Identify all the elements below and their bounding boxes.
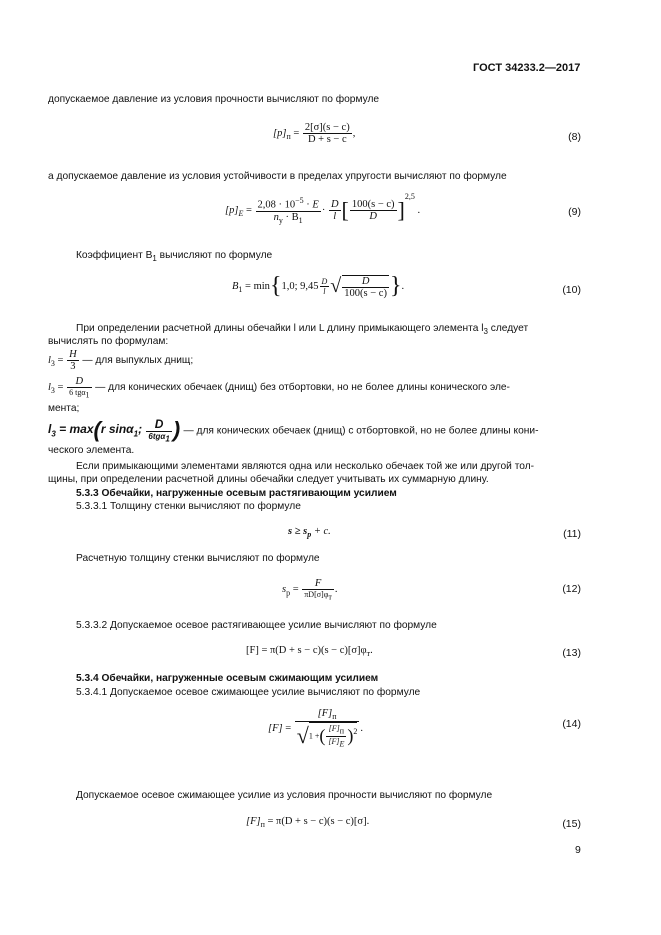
formula-fraction	[67, 376, 91, 400]
radicand-term: 1 +	[308, 731, 320, 741]
formula-eq: =	[245, 205, 252, 216]
formula-fraction	[302, 578, 334, 602]
paragraph-text: Допускаемое осевое сжимающее усилие из условия прочности вычисляют по формуле	[76, 790, 493, 801]
text-sub: 1	[152, 254, 157, 264]
paragraph-text: щины, при определении расчетной длины обечайки следует учитывать их суммарную длину.	[48, 474, 489, 485]
paragraph-text: а допускаемое давление из условия устойчивости в пределах упругости вычисляют по формуле	[48, 171, 507, 182]
formula-lhs: l	[48, 422, 52, 437]
formula-11	[288, 526, 331, 539]
paragraph-text: 5.3.3.1 Толщину стенки вычисляют по формуле	[76, 501, 301, 512]
formula-lhs: B	[232, 280, 239, 292]
formula-number: (12)	[562, 583, 581, 595]
paragraph-text: Расчетную толщину стенки вычисляют по формуле	[76, 553, 320, 564]
formula-9: $[p]_E$ = $\frac{2,08 \cdot 10^{-5} \cdot E}{n_y \cdot B_1}$ · $\frac{D}{l}$ [ $\frac{100(s - c)}{D}$ ]$^{2,5}$ .	[225, 192, 421, 225]
paragraph-text	[76, 250, 272, 263]
formula-sup: −5	[295, 196, 304, 206]
text-part: — для конических обечаек (днищ) без отбортовки, но не более длины конического эле-	[95, 382, 510, 394]
formula-line	[48, 376, 510, 400]
formula-expr: [F] = π(D + s − c)(s − c)[σ]φ	[246, 645, 367, 656]
fraction-numerator: D	[146, 417, 171, 432]
text-sub: 3	[483, 327, 488, 337]
formula-term: r sinα	[100, 422, 134, 437]
fraction-denominator: l	[333, 211, 337, 223]
formula-14	[268, 708, 363, 749]
denominator-part: n	[273, 211, 279, 223]
formula-tail: .	[360, 723, 363, 734]
formula-eq: =	[57, 382, 64, 394]
fraction-denominator: D	[369, 211, 377, 223]
fraction-denominator: 100(s − c)	[344, 287, 387, 299]
formula-sub: 1	[85, 390, 90, 400]
denominator-part: πD[σ]φ	[304, 590, 329, 599]
formula-number: (14)	[562, 718, 581, 730]
section-heading: 5.3.3 Обечайки, нагруженные осевым растягивающим усилием	[76, 488, 397, 499]
formula-sub: p	[307, 530, 312, 540]
formula-fraction	[342, 275, 389, 299]
formula-lhs: l	[48, 382, 51, 394]
text-part: вычисляют по формуле	[156, 250, 273, 261]
paragraph-text: мента;	[48, 403, 80, 414]
fraction-numerator: F	[302, 578, 334, 590]
formula-tail: .	[417, 205, 421, 216]
formula-tail: + c.	[311, 526, 331, 537]
fraction-denominator: l	[323, 287, 326, 296]
formula-8	[273, 122, 355, 145]
formula-number: (13)	[562, 647, 581, 659]
formula-power: 2	[353, 727, 358, 737]
formula-tail: .	[401, 280, 405, 292]
formula-tail: .	[334, 584, 338, 596]
page-number: 9	[575, 844, 581, 856]
text-part: следует	[487, 323, 529, 334]
formula-sub: п	[339, 726, 345, 736]
formula-eq: =	[292, 584, 299, 596]
formula-sub: 1	[165, 434, 170, 444]
formula-fraction	[329, 199, 341, 222]
text-part: — для выпуклых днищ;	[82, 354, 194, 366]
text-part: При определении расчетной длины обечайки l или L длину примыкающего элемента l	[76, 323, 484, 334]
formula-eq: =	[285, 723, 292, 734]
fraction-denominator: D + s − c	[307, 134, 347, 145]
formula-tail: ,	[352, 127, 356, 139]
formula-expr: = π(D + s − c)(s − c)[σ].	[264, 816, 370, 827]
formula-expr: s ≥ s	[288, 526, 308, 537]
denominator-part: · B	[285, 211, 299, 223]
formula-10: $B_1 = \min\{1,0$; 9,45 $\frac{D}{l}$ √ $\frac{D}{100(s - c)}$ }.	[232, 273, 405, 299]
formula-sub: 1	[238, 285, 243, 294]
formula-lhs: [F]	[246, 816, 261, 827]
numerator-part: E	[312, 199, 319, 211]
formula-sub: п	[286, 132, 291, 141]
formula-number: (9)	[568, 206, 581, 218]
formula-number: (10)	[562, 284, 581, 296]
formula-eq: = max	[59, 422, 94, 437]
fraction-numerator: 2[σ](s − c)	[304, 122, 350, 133]
formula-fraction	[350, 199, 397, 222]
fraction-numerator: D	[330, 199, 339, 211]
paragraph-text: допускаемое давление из условия прочности вычисляют по формуле	[48, 94, 380, 105]
formula-lhs: [p]	[225, 205, 239, 216]
text-part: Коэффициент B	[76, 250, 153, 261]
fraction-numerator: D	[342, 276, 389, 288]
formula-separator: ;	[138, 422, 143, 437]
formula-eq: = min	[245, 280, 270, 292]
formula-number: (11)	[563, 528, 581, 540]
text-part: — для конических обечаек (днищ) с отбортовкой, но не более длины кони-	[183, 425, 539, 437]
fraction-numerator: H	[69, 349, 77, 360]
formula-eq: =	[293, 127, 300, 139]
formula-lhs: [F]	[268, 723, 283, 734]
formula-term: 1,0; 9,45	[281, 280, 319, 292]
paragraph-text: 5.3.3.2 Допускаемое осевое растягивающее усилие вычисляют по формуле	[76, 620, 437, 631]
formula-sub: п	[260, 820, 265, 830]
fraction-numerator: [F]	[317, 708, 333, 719]
formula-number: (15)	[562, 818, 581, 830]
formula-line: $l_3 = \max(r$ sinα$_1$; $\frac{D}{6tg\alpha_1}$ ) — для конических обечаек (днищ) с отбортовкой, но не более длины кони-	[48, 417, 539, 444]
formula-line	[48, 349, 193, 372]
formula-sub: 1	[298, 215, 303, 225]
paragraph-text	[76, 323, 528, 336]
fraction-numerator: D	[321, 277, 328, 286]
formula-eq: =	[57, 354, 64, 366]
formula-sub: п	[332, 712, 337, 722]
formula-tail: .	[370, 645, 373, 656]
paragraph-text: вычислять по формулам:	[48, 336, 169, 347]
fraction-numerator: [F]	[328, 724, 340, 734]
formula-sub: 3	[50, 359, 55, 368]
fraction-denominator: 3	[70, 361, 76, 372]
formula-sub: т	[328, 592, 332, 602]
formula-number: (8)	[568, 131, 581, 143]
formula-sub: E	[339, 739, 345, 749]
formula-fraction	[303, 122, 352, 145]
document-code: ГОСТ 34233.2—2017	[473, 62, 581, 74]
formula-fraction: $\frac{2,08 \cdot 10^{-5} \cdot E}{n_y \cdot B_1}$	[257, 196, 319, 225]
formula-fraction: $[F]_п$ √1 +( $\frac{[F]_п}{[F]_E}$ )$^2$	[296, 708, 358, 749]
paragraph-text: ческого элемента.	[48, 445, 135, 456]
fraction-denominator: [F]	[328, 736, 340, 746]
formula-lhs: l	[48, 354, 51, 366]
formula-fraction	[326, 724, 346, 748]
numerator-part: 2,08 · 10	[257, 199, 296, 211]
denominator-part: 6 tgα	[69, 388, 86, 397]
section-heading: 5.3.4 Обечайки, нагруженные осевым сжимающим усилием	[76, 673, 379, 684]
paragraph-text: 5.3.4.1 Допускаемое осевое сжимающее усилие вычисляют по формуле	[76, 687, 421, 698]
formula-fraction	[320, 277, 330, 296]
formula-fraction	[67, 349, 79, 372]
formula-sub: E	[238, 209, 244, 219]
formula-12	[282, 578, 337, 602]
formula-power: 2,5	[404, 192, 415, 201]
formula-15	[246, 816, 369, 829]
formula-lhs: s	[282, 584, 287, 596]
paragraph-text: Если примыкающими элементами являются одна или несколько обечаек той же или другой тол-	[76, 461, 535, 472]
denominator-part: 6tgα	[148, 432, 166, 441]
formula-sub: p	[286, 588, 291, 598]
formula-13	[246, 645, 373, 658]
formula-sub: 3	[50, 386, 55, 396]
formula-lhs: [p]	[273, 127, 287, 139]
formula-sub: 1	[133, 429, 139, 439]
fraction-numerator: D	[67, 376, 91, 388]
formula-sub: т	[366, 649, 371, 659]
formula-fraction	[146, 417, 171, 444]
formula-sub: y	[278, 215, 283, 225]
formula-sub: 3	[51, 429, 56, 439]
fraction-numerator: 100(s − c)	[351, 199, 395, 211]
